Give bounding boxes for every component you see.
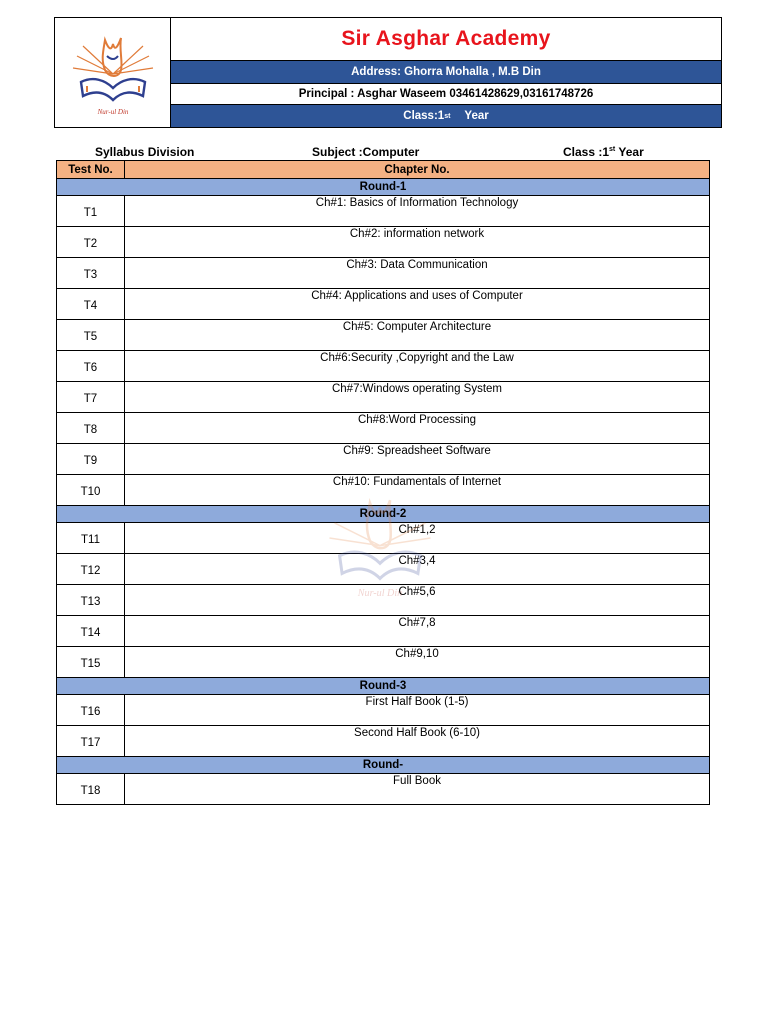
table-row [57, 227, 710, 258]
chapter-cell: Ch#3: Data Communication [125, 258, 710, 289]
academy-logo-icon [63, 26, 163, 121]
class-prefix: Class:1 [403, 110, 445, 122]
table-row [57, 382, 710, 413]
chapter-cell: Ch#5: Computer Architecture [125, 320, 710, 351]
chapter-cell: Second Half Book (6-10) [125, 726, 710, 757]
chapter-cell: Ch#10: Fundamentals of Internet [125, 475, 710, 506]
table-row [57, 585, 710, 616]
svg-text:Nur-ul Din: Nur-ul Din [97, 108, 129, 116]
test-number: T10 [57, 475, 125, 506]
chapter-cell: First Half Book (1-5) [125, 695, 710, 726]
table-row [57, 523, 710, 554]
table-row [57, 351, 710, 382]
round-header-row [57, 757, 710, 774]
chapter-cell: Ch#1: Basics of Information Technology [125, 196, 710, 227]
chapter-cell: Ch#4: Applications and uses of Computer [125, 289, 710, 320]
test-number: T4 [57, 289, 125, 320]
academy-name: Sir Asghar Academy [171, 18, 721, 61]
test-number: T1 [57, 196, 125, 227]
svg-text:Nur-ul Din: Nur-ul Din [357, 588, 403, 600]
chapter-cell: Ch#1,2 [125, 523, 710, 554]
address-bar: Address: Ghorra Mohalla , M.B Din [171, 61, 721, 83]
table-row [57, 554, 710, 585]
subject-label: Subject :Computer [312, 145, 420, 159]
chapter-cell: Ch#5,6 [125, 585, 710, 616]
test-number: T17 [57, 726, 125, 757]
round-title: Round- [57, 757, 710, 774]
class-label [563, 145, 644, 159]
class-label-suffix: Year [615, 145, 644, 159]
test-number: T16 [57, 695, 125, 726]
table-row [57, 726, 710, 757]
test-number: T18 [57, 774, 125, 805]
chapter-cell: Ch#6:Security ,Copyright and the Law [125, 351, 710, 382]
test-number: T8 [57, 413, 125, 444]
table-row [57, 475, 710, 506]
test-number: T2 [57, 227, 125, 258]
round-title: Round-3 [57, 678, 710, 695]
table-row [57, 196, 710, 227]
syllabus-label: Syllabus Division [95, 145, 195, 159]
test-number: T11 [57, 523, 125, 554]
table-row [57, 413, 710, 444]
round-header-row [57, 678, 710, 695]
document-header [54, 17, 722, 128]
round-title: Round-1 [57, 179, 710, 196]
table-row [57, 258, 710, 289]
class-label-sup: st [609, 146, 616, 153]
round-title: Round-2 [57, 506, 710, 523]
test-number: T13 [57, 585, 125, 616]
chapter-cell: Ch#9,10 [125, 647, 710, 678]
test-number: T3 [57, 258, 125, 289]
table-row [57, 774, 710, 805]
principal-bar: Principal : Asghar Waseem 03461428629,03161748726 [171, 83, 721, 105]
chapter-cell: Ch#8:Word Processing [125, 413, 710, 444]
table-row [57, 289, 710, 320]
table-row [57, 444, 710, 475]
round-header-row [57, 506, 710, 523]
test-number: T5 [57, 320, 125, 351]
logo [55, 18, 171, 127]
chapter-cell: Ch#7,8 [125, 616, 710, 647]
table-row [57, 616, 710, 647]
test-number: T7 [57, 382, 125, 413]
chapter-cell: Ch#7:Windows operating System [125, 382, 710, 413]
round-header-row [57, 179, 710, 196]
test-number: T6 [57, 351, 125, 382]
test-number: T14 [57, 616, 125, 647]
test-number: T12 [57, 554, 125, 585]
column-header-chapter: Chapter No. [125, 161, 710, 179]
table-row [57, 695, 710, 726]
column-header-test: Test No. [57, 161, 125, 179]
chapter-cell: Full Book [125, 774, 710, 805]
chapter-cell: Ch#9: Spreadsheet Software [125, 444, 710, 475]
table-row [57, 647, 710, 678]
test-number: T15 [57, 647, 125, 678]
test-number: T9 [57, 444, 125, 475]
table-row [57, 320, 710, 351]
syllabus-table [56, 160, 710, 805]
class-bar [171, 105, 721, 127]
chapter-cell: Ch#2: information network [125, 227, 710, 258]
class-sup: st [444, 112, 451, 120]
class-suffix: Year [464, 110, 489, 122]
chapter-cell: Ch#3,4 [125, 554, 710, 585]
class-label-prefix: Class :1 [563, 145, 610, 159]
table-body [57, 179, 710, 805]
